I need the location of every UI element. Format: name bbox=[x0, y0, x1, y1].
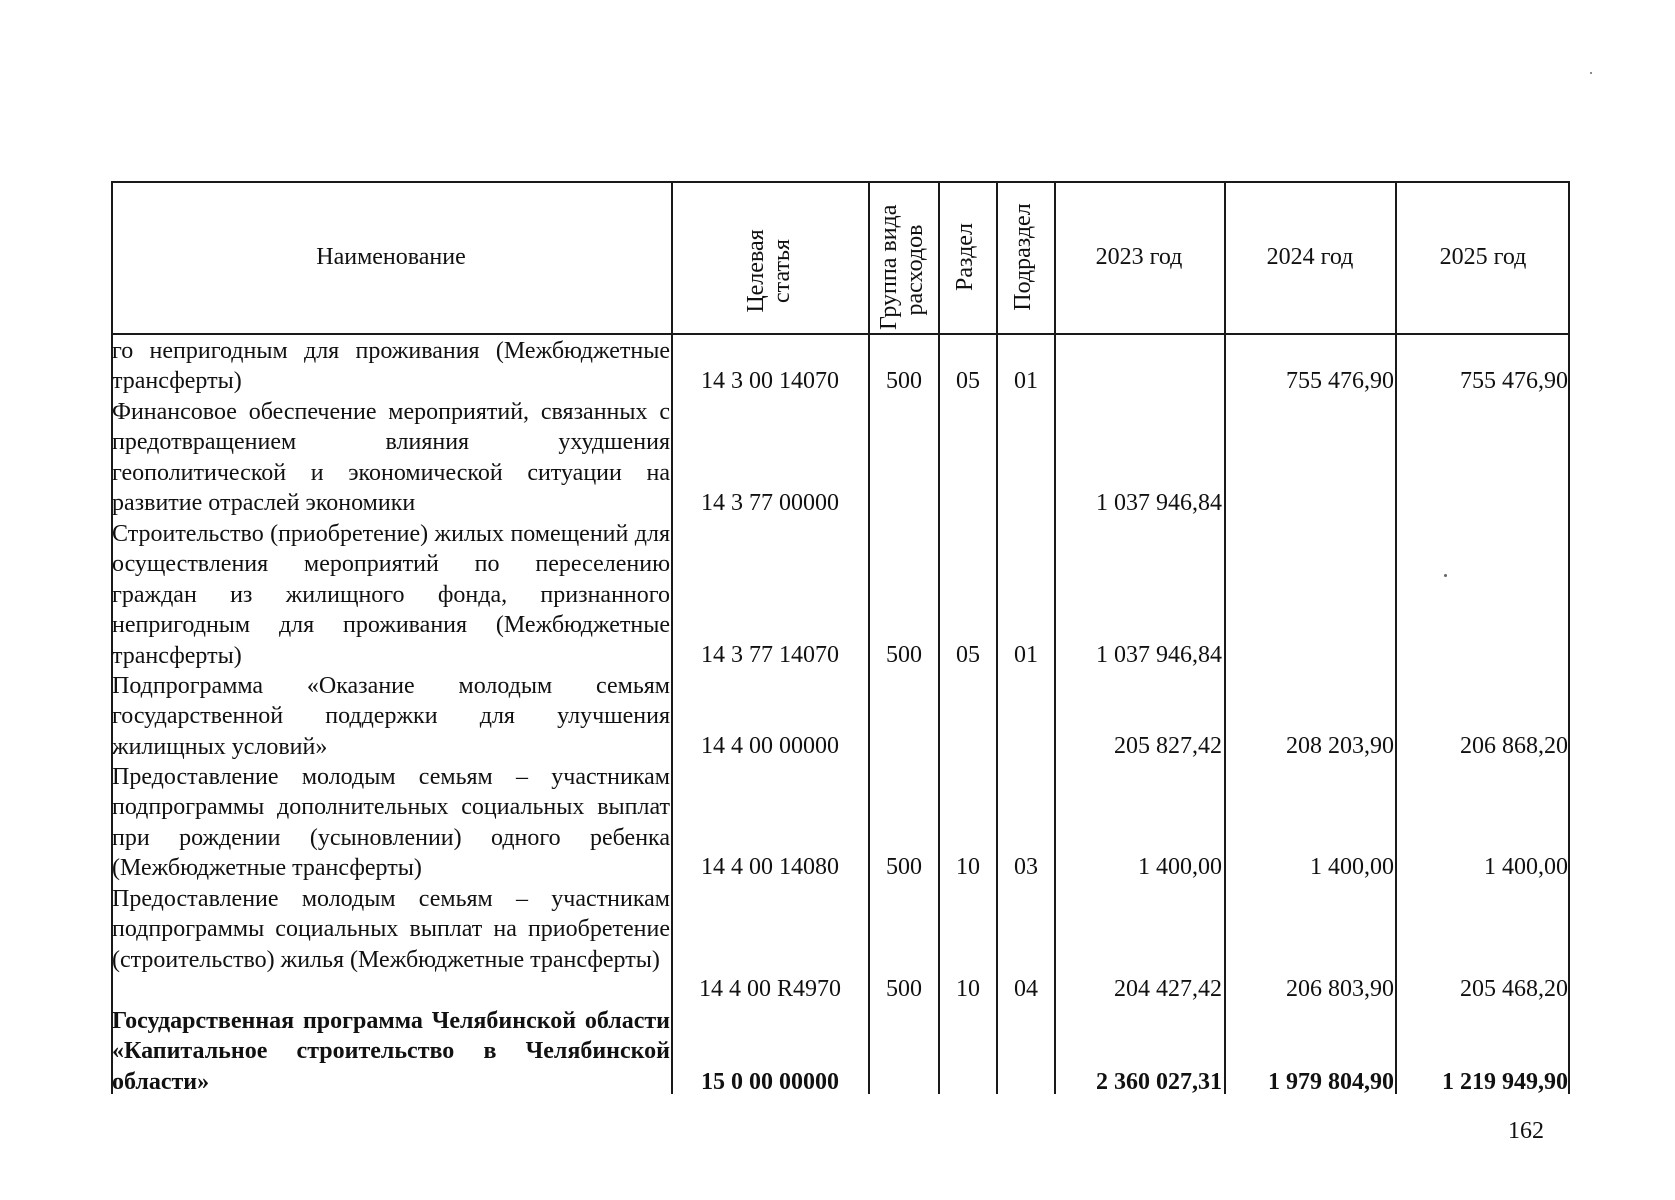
row-2025: 1 219 949,90 bbox=[1442, 1069, 1568, 1095]
header-section: Раздел bbox=[952, 223, 978, 291]
row-code: 14 3 77 14070 bbox=[701, 642, 839, 668]
header-2024: 2024 год bbox=[1266, 244, 1354, 270]
scan-speck bbox=[1590, 72, 1592, 74]
row-name: Финансовое обеспечение мероприятий, связанных с предотвращением влияния ухудшения геополитической и экономической ситуации на развитие отраслей экономики bbox=[112, 399, 670, 517]
row-2025: 205 468,20 bbox=[1460, 976, 1568, 1002]
row-subsection: 01 bbox=[1014, 368, 1038, 394]
row-section: 10 bbox=[956, 854, 980, 880]
row-2024: 1 400,00 bbox=[1310, 854, 1394, 880]
header-subsection: Подраздел bbox=[1010, 203, 1036, 311]
header-target-article bbox=[743, 221, 797, 321]
row-2023: 1 037 946,84 bbox=[1096, 490, 1222, 516]
row-2025: 1 400,00 bbox=[1484, 854, 1568, 880]
header-expense-group-line1: Группа вида bbox=[876, 204, 902, 330]
header-bottom-border bbox=[111, 333, 1570, 335]
row-2025: 755 476,90 bbox=[1460, 368, 1568, 394]
row-group: 500 bbox=[886, 854, 922, 880]
header-2023: 2023 год bbox=[1095, 244, 1183, 270]
header-2025: 2025 год bbox=[1439, 244, 1527, 270]
row-name: Подпрограмма «Оказание молодым семьям государственной поддержки для улучшения жилищных условий» bbox=[112, 673, 670, 760]
col-divider-2023 bbox=[1054, 181, 1056, 1094]
row-subsection: 01 bbox=[1014, 642, 1038, 668]
row-code: 15 0 00 00000 bbox=[701, 1069, 839, 1095]
row-subsection: 03 bbox=[1014, 854, 1038, 880]
row-section: 05 bbox=[956, 642, 980, 668]
row-name: Предоставление молодым семьям – участникам подпрограммы социальных выплат на приобретение (строительство) жилья (Межбюджетные трансферты) bbox=[112, 886, 670, 973]
row-code: 14 4 00 14080 bbox=[701, 854, 839, 880]
header-name: Наименование bbox=[316, 244, 466, 270]
row-code: 14 3 00 14070 bbox=[701, 368, 839, 394]
row-subsection: 04 bbox=[1014, 976, 1038, 1002]
row-group: 500 bbox=[886, 976, 922, 1002]
row-2024: 755 476,90 bbox=[1286, 368, 1394, 394]
row-name: Государственная программа Челябинской области «Капитальное строительство в Челябинской области» bbox=[112, 1008, 670, 1095]
page-number: 162 bbox=[1508, 1118, 1544, 1144]
col-divider-group bbox=[868, 181, 870, 1094]
row-section: 10 bbox=[956, 976, 980, 1002]
col-divider-2024 bbox=[1224, 181, 1226, 1094]
header-expense-group bbox=[876, 204, 930, 330]
col-divider-section bbox=[938, 181, 940, 1094]
row-code: 14 3 77 00000 bbox=[701, 490, 839, 516]
header-expense-group-line2: расходов bbox=[902, 224, 928, 316]
row-group: 500 bbox=[886, 642, 922, 668]
table-right-border bbox=[1568, 181, 1570, 1094]
col-divider-code bbox=[671, 181, 673, 1094]
row-2024: 206 803,90 bbox=[1286, 976, 1394, 1002]
row-section: 05 bbox=[956, 368, 980, 394]
row-name: го непригодным для проживания (Межбюджетные трансферты) bbox=[112, 338, 670, 395]
header-target-article-line2: статья bbox=[769, 239, 795, 303]
col-divider-subsection bbox=[996, 181, 998, 1094]
table-top-border bbox=[111, 181, 1570, 183]
row-2023: 1 037 946,84 bbox=[1096, 642, 1222, 668]
row-2023: 205 827,42 bbox=[1114, 733, 1222, 759]
row-2023: 1 400,00 bbox=[1138, 854, 1222, 880]
col-divider-2025 bbox=[1395, 181, 1397, 1094]
row-name: Строительство (приобретение) жилых помещений для осуществления мероприятий по переселению граждан из жилищного фонда, признанного непригодным для проживания (Межбюджетные трансферты) bbox=[112, 521, 670, 669]
row-name: Предоставление молодым семьям – участникам подпрограммы дополнительных социальных выплат при рождении (усыновлении) одного ребенка (Межбюджетные трансферты) bbox=[112, 764, 670, 882]
row-2023: 204 427,42 bbox=[1114, 976, 1222, 1002]
row-2023: 2 360 027,31 bbox=[1096, 1069, 1222, 1095]
row-2024: 208 203,90 bbox=[1286, 733, 1394, 759]
row-code: 14 4 00 00000 bbox=[701, 733, 839, 759]
header-target-article-line1: Целевая bbox=[743, 229, 769, 313]
row-2025: 206 868,20 bbox=[1460, 733, 1568, 759]
scan-speck bbox=[1444, 574, 1447, 577]
row-group: 500 bbox=[886, 368, 922, 394]
row-2024: 1 979 804,90 bbox=[1268, 1069, 1394, 1095]
row-code: 14 4 00 R4970 bbox=[698, 976, 841, 1002]
